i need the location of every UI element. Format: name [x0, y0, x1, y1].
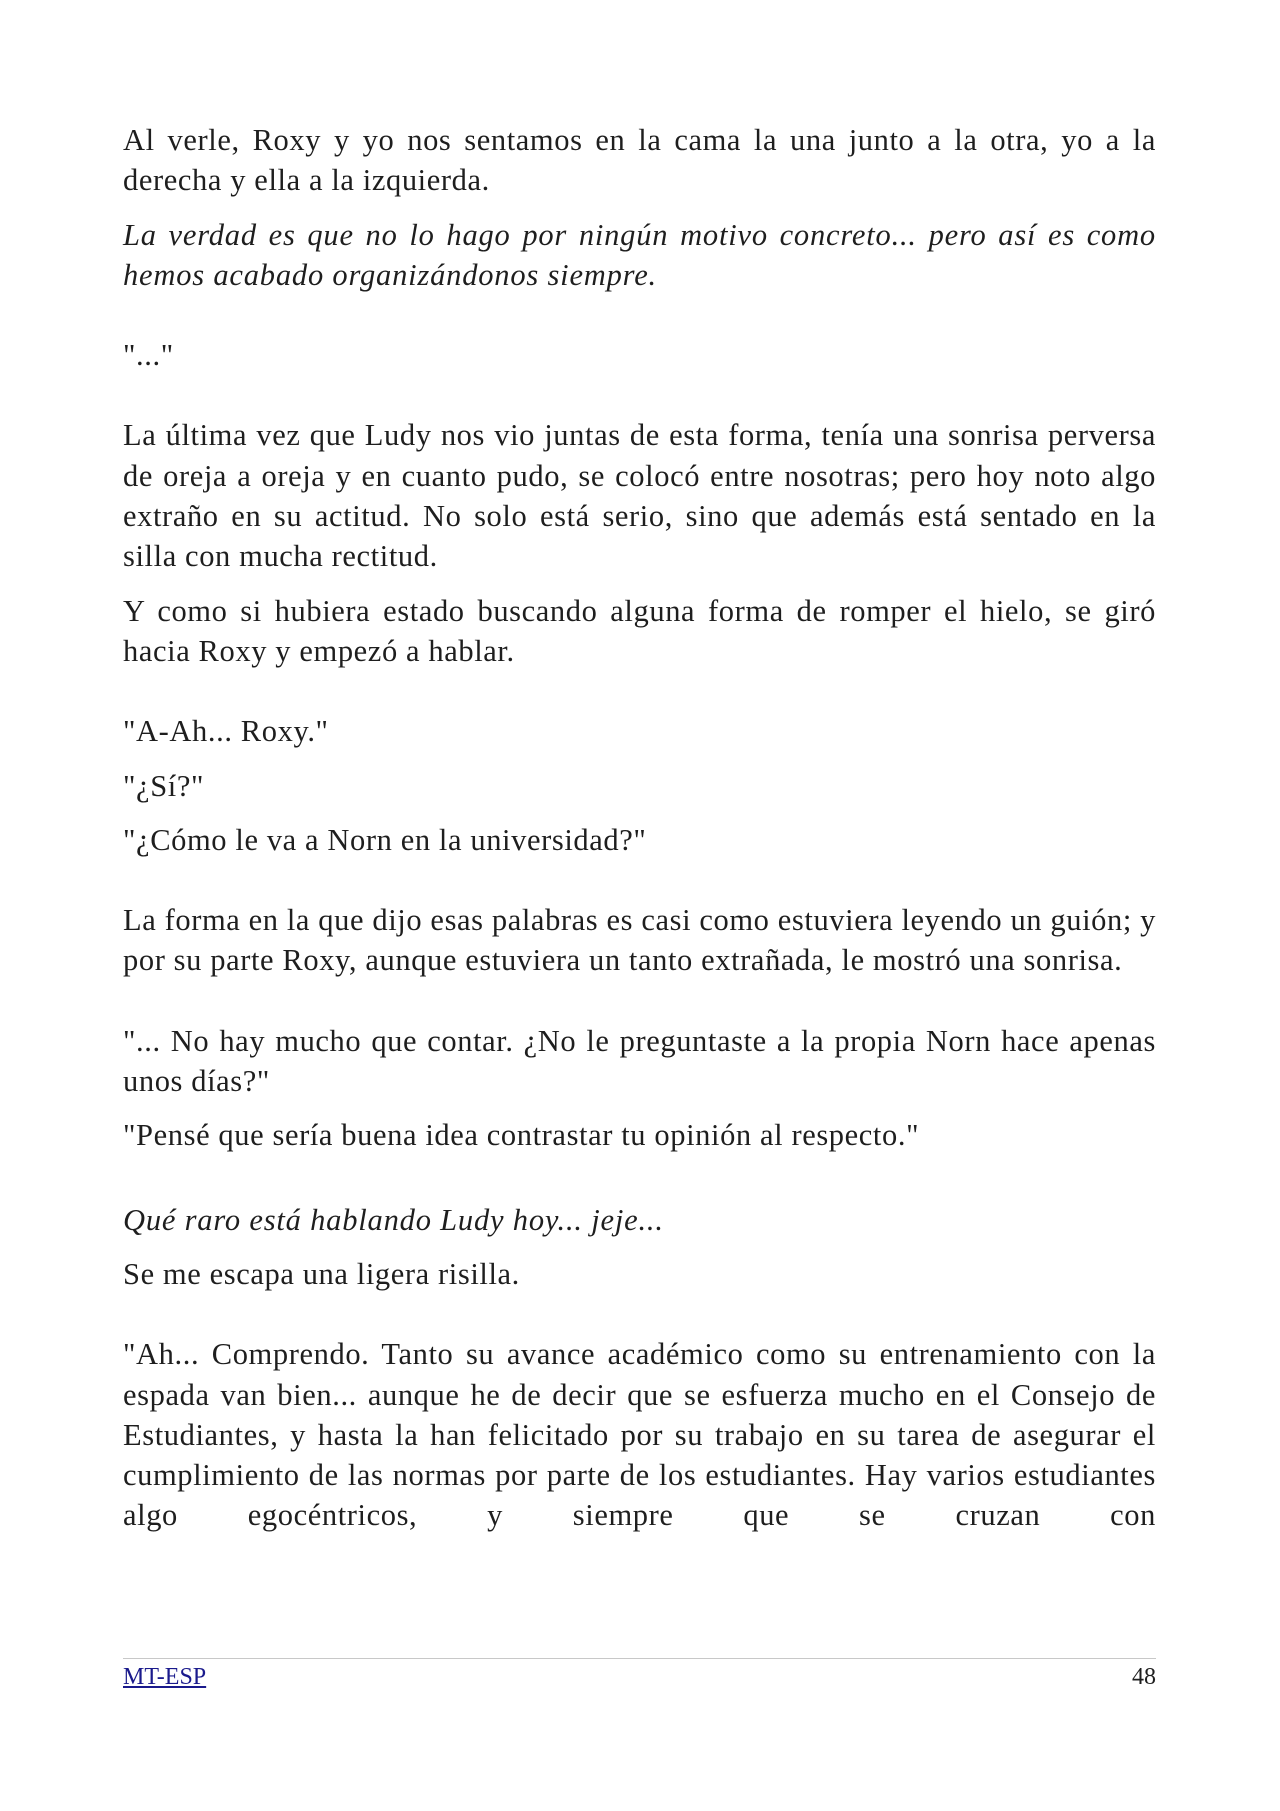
- footer-divider: [123, 1658, 1156, 1659]
- paragraph: La forma en la que dijo esas palabras es casi como estuviera leyendo un guión; y por su parte Roxy, aunque estuviera un tanto extrañada, le mostró una sonrisa.: [123, 903, 1156, 978]
- dialogue-line: "A-Ah... Roxy.": [123, 714, 329, 749]
- paragraph: Se me escapa una ligera risilla.: [123, 1256, 520, 1291]
- italic-thought: Qué raro está hablando Ludy hoy... jeje...: [123, 1202, 664, 1237]
- paragraph: Y como si hubiera estado buscando alguna forma de romper el hielo, se giró hacia Roxy y empezó a hablar.: [123, 593, 1156, 668]
- dialogue-line: "¿Cómo le va a Norn en la universidad?": [123, 822, 647, 857]
- dialogue-line: "... No hay mucho que contar. ¿No le preguntaste a la propia Norn hace apenas unos días?": [123, 1023, 1156, 1099]
- footer-link[interactable]: MT-ESP: [123, 1664, 207, 1690]
- paragraph: "...": [123, 338, 174, 373]
- italic-thought: La verdad es que no lo hago por ningún motivo concreto... pero así es como hemos acabado organizándonos siempre.: [123, 217, 1156, 292]
- page-number: 48: [1132, 1664, 1156, 1690]
- dialogue-line: "Pensé que sería buena idea contrastar tu opinión al respecto.": [123, 1118, 920, 1153]
- page-body: [123, 120, 1156, 1536]
- page-footer: [123, 1662, 1156, 1692]
- paragraph: La última vez que Ludy nos vio juntas de esta forma, tenía una sonrisa perversa de oreja a oreja y en cuanto pudo, se colocó entre nosotras; pero hoy noto algo extraño en su actitud. No solo está serio, sino que además está sentado en la silla con mucha rectitud.: [123, 418, 1156, 574]
- paragraph: Al verle, Roxy y yo nos sentamos en la cama la una junto a la otra, yo a la derecha y ella a la izquierda.: [123, 123, 1156, 198]
- dialogue-line: "¿Sí?": [123, 768, 205, 803]
- dialogue-line: "Ah... Comprendo. Tanto su avance académico como su entrenamiento con la espada van bien... aunque he de decir que se esfuerza mucho en el Consejo de Estudiantes, y hasta la han felicitado por su trabajo en su tarea de asegurar el cumplimiento de las normas por parte de los estudiantes. Hay varios estudiantes algo egocéntricos, y siempre que se cruzan con: [123, 1337, 1156, 1533]
